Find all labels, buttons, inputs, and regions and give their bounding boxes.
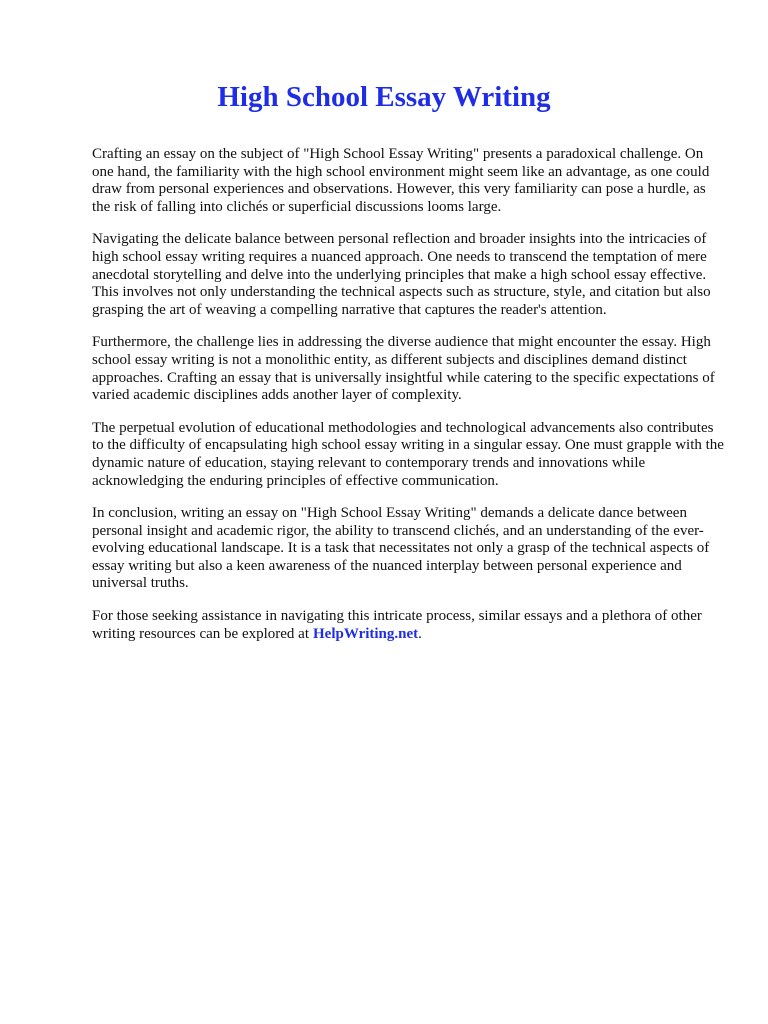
document-title: High School Essay Writing	[217, 81, 551, 113]
closing-paragraph	[92, 608, 726, 643]
paragraph-1: Crafting an essay on the subject of "High School Essay Writing" presents a paradoxical challenge. On one hand, the familiarity with the high school environment might seem like an advantage, as one could draw from personal experiences and observations. However, this very familiarity can pose a hurdle, as the risk of falling into clichés or superficial discussions looms large.	[92, 146, 710, 215]
paragraph-5: In conclusion, writing an essay on "High School Essay Writing" demands a delicate dance between personal insight and academic rigor, the ability to transcend clichés, and an understanding of the ever-evolving educational landscape. It is a task that necessitates not only a grasp of the technical aspects of essay writing but also a keen awareness of the nuanced interplay between personal experience and universal truths.	[92, 505, 710, 592]
document-body	[92, 146, 726, 658]
paragraph-3: Furthermore, the challenge lies in addressing the diverse audience that might encounter the essay. High school essay writing is not a monolithic entity, as different subjects and disciplines demand distinct approaches. Crafting an essay that is universally insightful while catering to the specific expectations of varied academic disciplines adds another layer of complexity.	[92, 334, 715, 404]
paragraph-2: Navigating the delicate balance between personal reflection and broader insights into the intricacies of high school essay writing requires a nuanced approach. One needs to transcend the temptation of mere anecdotal storytelling and delve into the underlying principles that make a high school essay effective. This involves not only understanding the technical aspects such as structure, style, and citation but also grasping the art of weaving a compelling narrative that captures the reader's attention.	[92, 231, 711, 318]
helpwriting-link[interactable]: HelpWriting.net	[313, 625, 419, 642]
closing-text: For those seeking assistance in navigating this intricate process, similar essays and a plethora of other writing resources can be explored at	[92, 608, 702, 642]
paragraph-4: The perpetual evolution of educational methodologies and technological advancements also contributes to the difficulty of encapsulating high school essay writing in a singular essay. One must grapple with the dynamic nature of education, staying relevant to contemporary trends and innovations while acknowledging the enduring principles of effective communication.	[92, 419, 724, 489]
closing-suffix: .	[418, 625, 422, 642]
